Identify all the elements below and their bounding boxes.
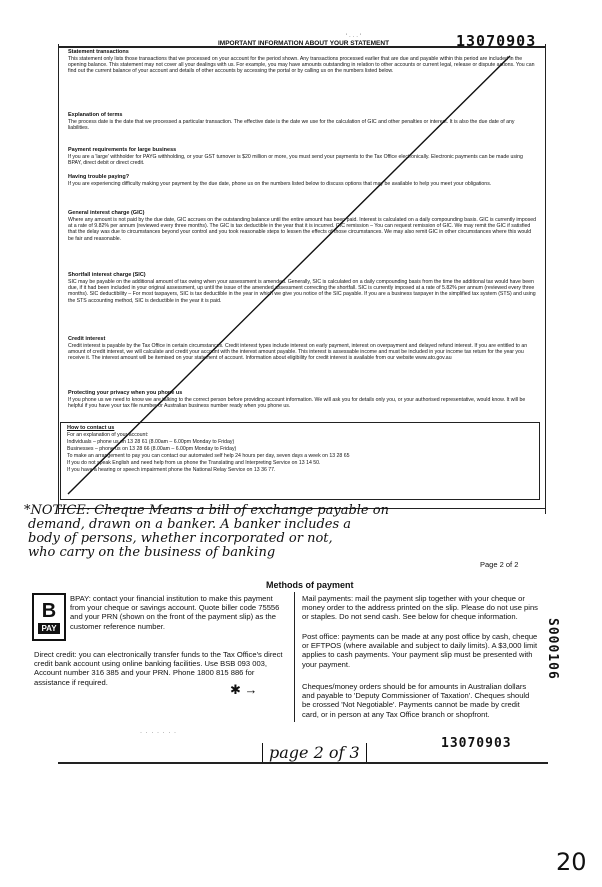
statement-page [24,18,546,778]
section-body: If you phone us we need to know we are talking to the correct person before providing account information. We will ask you for details only you, or your authorised representative, would know. It will be helpful if you have your tax file number or Australian business number ready when you phone us. [68,396,526,409]
reference-number-side: S000106 [545,618,560,680]
section-heading: Statement transactions [68,49,129,55]
mail-payments-text: Mail payments: mail the payment slip together with your cheque or money order to the address printed on the slip. Please do not use pins or staples. Do not send cash. See below for cheque information. [302,594,538,622]
contact-line: If you have a hearing or speech impairment phone the National Relay Service on 13 36 77. [67,467,276,473]
page-title: IMPORTANT INFORMATION ABOUT YOUR STATEMENT [218,40,390,47]
section-body: The process date is the date that we processed a particular transaction. The effective date is the date we use for the calculation of GIC and other penalties or interest. It is also the due date of any liabilities. [68,118,515,131]
reference-number-bottom: 13070903 [441,736,512,751]
contact-line: To make an arrangement to pay you can contact our automated self help 24 hours per day, seven days a week on 13 28 65 [67,453,350,459]
asterisk-mark: ✱ → [230,682,258,697]
section-body: If you are experiencing difficulty making your payment by the due date, phone us on the numbers listed below to discuss options that may be available to help you meet your obligations. [68,180,492,187]
bpay-logo [32,593,66,641]
section-heading: Protecting your privacy when you phone us [68,390,183,396]
bpay-text: BPAY: contact your financial institution to make this payment from your cheque or savings account. Quote biller code 75556 and your PRN (shown on the front of the payment slip) as the customer reference number. [70,594,280,631]
contact-line: If you do not speak English and need help from us phone the Translating and Interpreting Service on 13 14 50. [67,460,321,466]
bpay-logo-word: PAY [38,623,59,634]
handwritten-page-number: page 2 of 3 [262,743,367,764]
direct-credit-text: Direct credit: you can electronically transfer funds to the Tax Office's direct credit bank account using online banking facilities. Use BSB 093 003, Account number 316 385 and your PRN. Phone 1800 815 886 for assistance if required. [34,650,283,687]
section-body: Where any amount is not paid by the due date, GIC accrues on the outstanding balance until the entire amount has been paid. Interest is calculated on a daily compounding basis. GIC is currently imposed at a rate of 9.82% per annum (reviewed every three months). The GIC is tax deductible in the year that it is incurred. GIC remission – You can request remission of GIC. We may remit the GIC if satisfied that the delay was due to circumstances beyond your control and you took reasonable steps to lessen the effects of those circumstances. We may also remit GIC in other circumstances where this would be fair and reasonable. [68,216,537,242]
methods-title: Methods of payment [266,580,354,590]
handwritten-note-line-2: demand, drawn on a banker. A banker includes a [28,517,352,532]
section-heading: Having trouble paying? [68,174,130,180]
column-divider [294,592,295,722]
handwritten-note-line-4: who carry on the business of banking [28,545,276,560]
section-body: SIC may be payable on the additional amount of tax owing when your assessment is amended. Generally, SIC is calculated on a daily compounding basis from the time the additional tax would have been due, if it had been included in your original assessment, up until the issue of the amended assessment correcting the shortfall. SIC is currently imposed at a rate of 5.82% per annum (reviewed every three months). SIC deductibility – For most taxpayers, SIC is tax deductible in the year in which we give you notice of the SIC payable. If you are a business taxpayer in the simplified tax system (STS) and using the STS accounting method, SIC is deductible in the year it is paid. [68,278,536,304]
section-body: If you are a 'large' withholder for PAYG withholding, or your GST turnover is $20 million or more, you must send your payments to the Tax Office electronically. Electronic payments can be made using BPAY, direct debit or direct credit. [68,153,523,166]
contact-heading: How to contact us [67,425,115,431]
handwritten-note-line-1: *NOTICE: Cheque Means a bill of exchange payable on [24,503,389,518]
page-label: Page 2 of 2 [480,560,519,569]
section-body: Credit interest is payable by the Tax Office in certain circumstances. Credit interest types include interest on early payment, interest on overpayment and delayed refund interest. If you are entitled to an amount of credit interest, we will calculate and credit your account with the interest amount payable. This interest is assessable income and must be included in your income tax return for the year you receive it. The interest amount will be itemised on your statement of account. Information about eligibility for credit interest is available from our website www.ato.gov.au [68,342,528,362]
section-heading: Explanation of terms [68,112,123,118]
section-heading: Payment requirements for large business [68,147,177,153]
cheques-text: Cheques/money orders should be for amounts in Australian dollars and payable to 'Deputy Commissioner of Taxation'. Cheques should be crossed 'Not Negotiable'. Payments cannot be made by credit card, or in person at any Tax Office branch or shopfront. [302,682,530,719]
corner-number: 20 [556,848,587,876]
section-body: This statement only lists those transactions that we processed on your account for the period shown. Any transactions processed earlier that are due and payable within this period are included in the opening balance. This statement may not cover all your dealings with us. For example, you may have amounts outstanding in relation to other accounts or current legal, release or dispute actions. You can find out the current balance of your account and details of other accounts by accessing the portal or by calling us on the numbers listed below. [68,55,535,75]
scan-smudge: · · · · · · · [140,730,177,736]
handwritten-note-line-3: body of persons, whether incorporated or not, [28,531,333,546]
scan-marks: ' · · · ' [346,34,361,40]
bpay-logo-letter: B [41,599,57,622]
page-bottom-rule [58,762,548,764]
section-heading: Credit interest [68,336,106,342]
post-office-text: Post office: payments can be made at any post office by cash, cheque or EFTPOS (where available and subject to daily limits). A $3,000 limit applies to cash payments. Your payment slip must be presented with your payment. [302,632,538,669]
contact-line: Businesses – phone us on 13 28 66 (8.00am – 6.00pm Monday to Friday) [67,446,237,452]
section-heading: General interest charge (GIC) [68,210,145,216]
contact-line: For an explanation of your account: [67,432,149,438]
section-heading: Shortfall interest charge (SIC) [68,272,146,278]
reference-number-top: 13070903 [456,32,537,50]
cross-out-line [58,18,546,518]
contact-line: Individuals – phone us on 13 28 61 (8.00am – 6.00pm Monday to Friday) [67,439,235,445]
